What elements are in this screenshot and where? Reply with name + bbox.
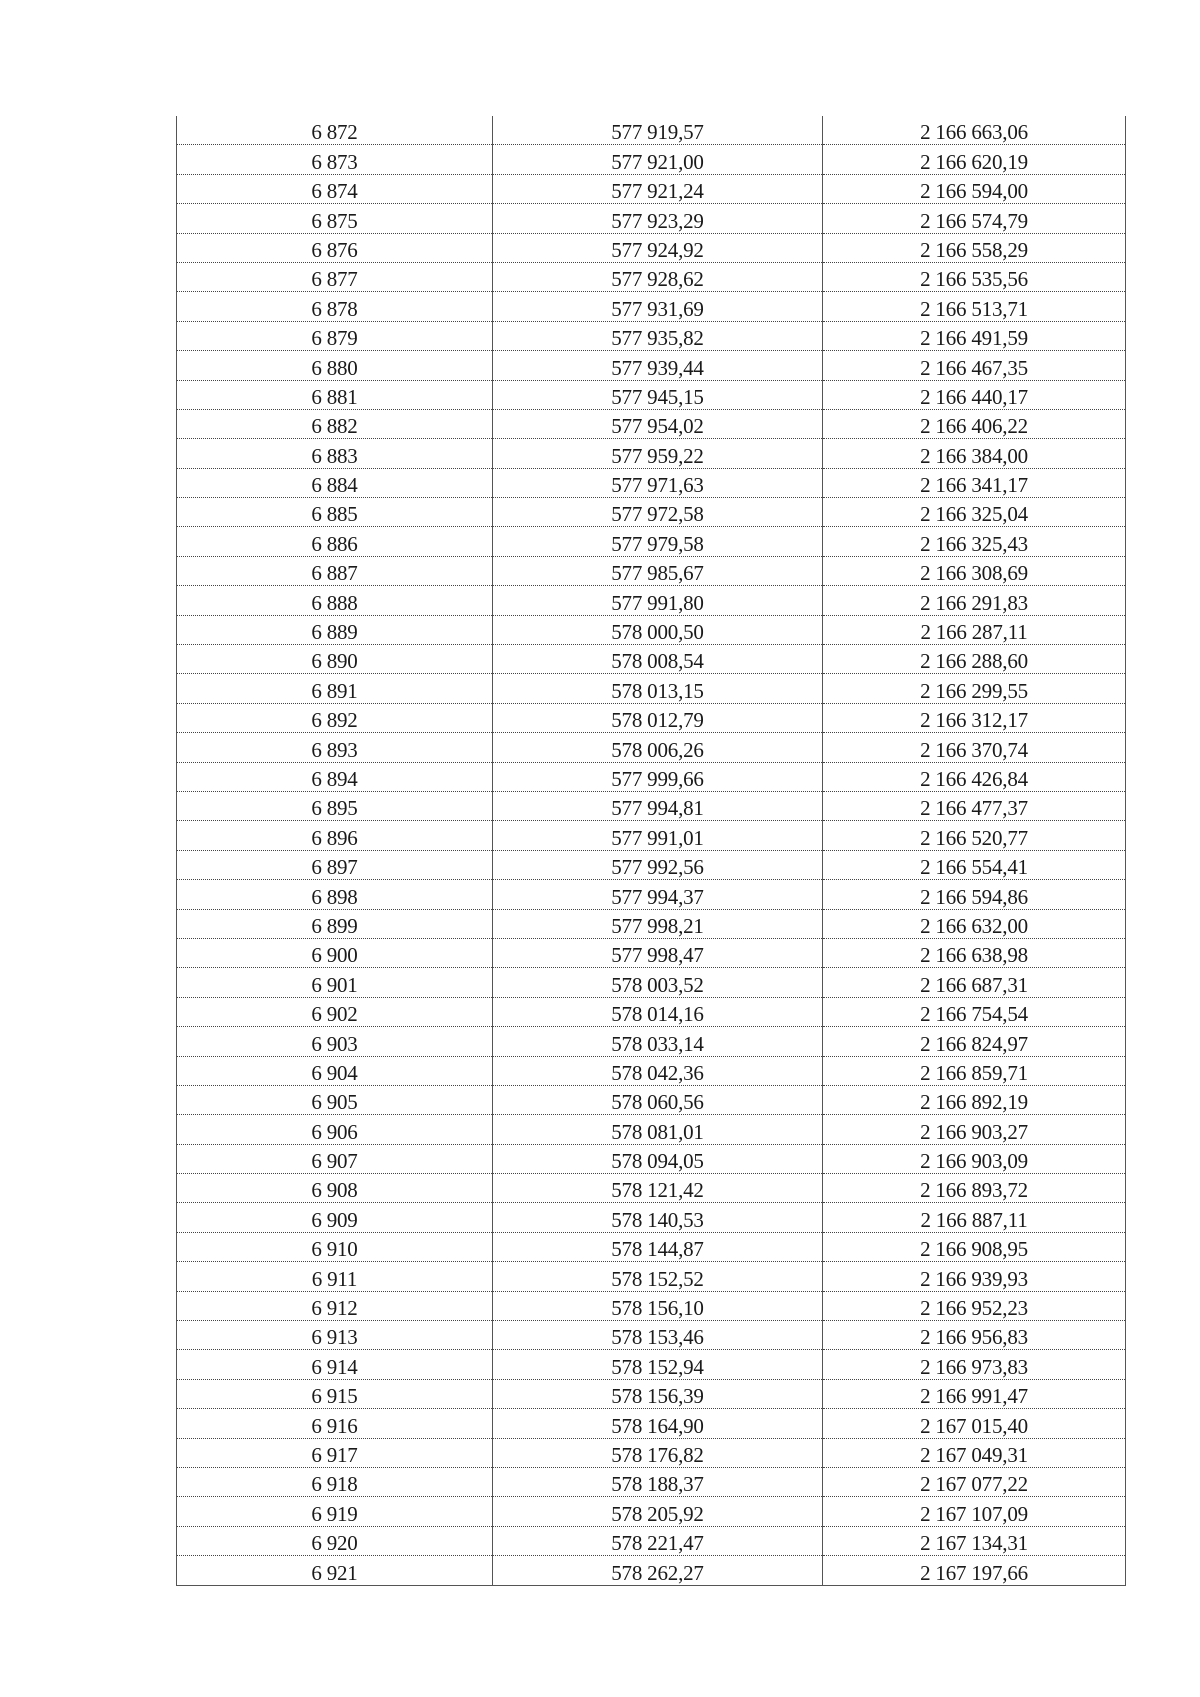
x-coordinate-cell: 578 153,46 bbox=[493, 1321, 823, 1350]
table-row bbox=[177, 1144, 1126, 1173]
point-number-cell: 6 918 bbox=[177, 1467, 493, 1496]
point-number-cell: 6 877 bbox=[177, 262, 493, 291]
table-row bbox=[177, 1438, 1126, 1467]
y-coordinate-cell: 2 166 973,83 bbox=[823, 1350, 1126, 1379]
table-row bbox=[177, 1174, 1126, 1203]
table-row bbox=[177, 880, 1126, 909]
x-coordinate-cell: 577 921,00 bbox=[493, 145, 823, 174]
y-coordinate-cell: 2 166 594,86 bbox=[823, 880, 1126, 909]
point-number-cell: 6 906 bbox=[177, 1115, 493, 1144]
x-coordinate-cell: 578 152,52 bbox=[493, 1262, 823, 1291]
point-number-cell: 6 893 bbox=[177, 733, 493, 762]
x-coordinate-cell: 577 991,80 bbox=[493, 586, 823, 615]
table-row bbox=[177, 1115, 1126, 1144]
y-coordinate-cell: 2 166 903,09 bbox=[823, 1144, 1126, 1173]
table-row bbox=[177, 380, 1126, 409]
point-number-cell: 6 904 bbox=[177, 1056, 493, 1085]
y-coordinate-cell: 2 166 325,04 bbox=[823, 498, 1126, 527]
y-coordinate-cell: 2 166 477,37 bbox=[823, 791, 1126, 820]
y-coordinate-cell: 2 166 299,55 bbox=[823, 674, 1126, 703]
point-number-cell: 6 902 bbox=[177, 997, 493, 1026]
table-row bbox=[177, 498, 1126, 527]
y-coordinate-cell: 2 167 049,31 bbox=[823, 1438, 1126, 1467]
point-number-cell: 6 878 bbox=[177, 292, 493, 321]
x-coordinate-cell: 577 935,82 bbox=[493, 321, 823, 350]
x-coordinate-cell: 577 972,58 bbox=[493, 498, 823, 527]
y-coordinate-cell: 2 166 687,31 bbox=[823, 968, 1126, 997]
y-coordinate-cell: 2 166 341,17 bbox=[823, 468, 1126, 497]
y-coordinate-cell: 2 166 520,77 bbox=[823, 821, 1126, 850]
x-coordinate-cell: 577 919,57 bbox=[493, 116, 823, 145]
y-coordinate-cell: 2 166 956,83 bbox=[823, 1321, 1126, 1350]
point-number-cell: 6 917 bbox=[177, 1438, 493, 1467]
point-number-cell: 6 911 bbox=[177, 1262, 493, 1291]
table-row bbox=[177, 116, 1126, 145]
x-coordinate-cell: 577 979,58 bbox=[493, 527, 823, 556]
table-row bbox=[177, 409, 1126, 438]
x-coordinate-cell: 577 999,66 bbox=[493, 762, 823, 791]
y-coordinate-cell: 2 166 426,84 bbox=[823, 762, 1126, 791]
x-coordinate-cell: 577 985,67 bbox=[493, 556, 823, 585]
point-number-cell: 6 914 bbox=[177, 1350, 493, 1379]
x-coordinate-cell: 578 152,94 bbox=[493, 1350, 823, 1379]
y-coordinate-cell: 2 166 638,98 bbox=[823, 938, 1126, 967]
y-coordinate-cell: 2 167 107,09 bbox=[823, 1497, 1126, 1526]
point-number-cell: 6 896 bbox=[177, 821, 493, 850]
x-coordinate-cell: 577 994,37 bbox=[493, 880, 823, 909]
table-row bbox=[177, 204, 1126, 233]
point-number-cell: 6 876 bbox=[177, 233, 493, 262]
y-coordinate-cell: 2 166 384,00 bbox=[823, 439, 1126, 468]
y-coordinate-cell: 2 166 893,72 bbox=[823, 1174, 1126, 1203]
point-number-cell: 6 909 bbox=[177, 1203, 493, 1232]
point-number-cell: 6 919 bbox=[177, 1497, 493, 1526]
table-row bbox=[177, 1409, 1126, 1438]
coordinates-table bbox=[176, 116, 1126, 1586]
table-row bbox=[177, 233, 1126, 262]
table-row bbox=[177, 762, 1126, 791]
table-row bbox=[177, 292, 1126, 321]
x-coordinate-cell: 578 188,37 bbox=[493, 1467, 823, 1496]
x-coordinate-cell: 577 931,69 bbox=[493, 292, 823, 321]
table-row bbox=[177, 439, 1126, 468]
x-coordinate-cell: 577 959,22 bbox=[493, 439, 823, 468]
table-row bbox=[177, 1027, 1126, 1056]
x-coordinate-cell: 578 060,56 bbox=[493, 1085, 823, 1114]
y-coordinate-cell: 2 166 308,69 bbox=[823, 556, 1126, 585]
x-coordinate-cell: 578 008,54 bbox=[493, 645, 823, 674]
y-coordinate-cell: 2 166 288,60 bbox=[823, 645, 1126, 674]
table-row bbox=[177, 556, 1126, 585]
table-row bbox=[177, 1467, 1126, 1496]
table-row bbox=[177, 791, 1126, 820]
y-coordinate-cell: 2 166 312,17 bbox=[823, 703, 1126, 732]
table-row bbox=[177, 1350, 1126, 1379]
table-row bbox=[177, 968, 1126, 997]
x-coordinate-cell: 578 033,14 bbox=[493, 1027, 823, 1056]
y-coordinate-cell: 2 166 287,11 bbox=[823, 615, 1126, 644]
point-number-cell: 6 903 bbox=[177, 1027, 493, 1056]
point-number-cell: 6 905 bbox=[177, 1085, 493, 1114]
x-coordinate-cell: 577 923,29 bbox=[493, 204, 823, 233]
table-row bbox=[177, 1497, 1126, 1526]
x-coordinate-cell: 578 205,92 bbox=[493, 1497, 823, 1526]
x-coordinate-cell: 578 006,26 bbox=[493, 733, 823, 762]
y-coordinate-cell: 2 166 370,74 bbox=[823, 733, 1126, 762]
y-coordinate-cell: 2 166 406,22 bbox=[823, 409, 1126, 438]
x-coordinate-cell: 577 998,21 bbox=[493, 909, 823, 938]
x-coordinate-cell: 577 928,62 bbox=[493, 262, 823, 291]
table-row bbox=[177, 1379, 1126, 1408]
x-coordinate-cell: 578 221,47 bbox=[493, 1526, 823, 1555]
table-row bbox=[177, 351, 1126, 380]
y-coordinate-cell: 2 166 663,06 bbox=[823, 116, 1126, 145]
table-row bbox=[177, 850, 1126, 879]
table-row bbox=[177, 703, 1126, 732]
point-number-cell: 6 892 bbox=[177, 703, 493, 732]
point-number-cell: 6 900 bbox=[177, 938, 493, 967]
table-row bbox=[177, 674, 1126, 703]
table-row bbox=[177, 615, 1126, 644]
table-row bbox=[177, 1085, 1126, 1114]
x-coordinate-cell: 578 140,53 bbox=[493, 1203, 823, 1232]
table-row bbox=[177, 1232, 1126, 1261]
y-coordinate-cell: 2 166 632,00 bbox=[823, 909, 1126, 938]
point-number-cell: 6 883 bbox=[177, 439, 493, 468]
x-coordinate-cell: 577 998,47 bbox=[493, 938, 823, 967]
y-coordinate-cell: 2 166 467,35 bbox=[823, 351, 1126, 380]
table-row bbox=[177, 468, 1126, 497]
y-coordinate-cell: 2 166 754,54 bbox=[823, 997, 1126, 1026]
y-coordinate-cell: 2 166 594,00 bbox=[823, 174, 1126, 203]
x-coordinate-cell: 577 991,01 bbox=[493, 821, 823, 850]
table-row bbox=[177, 821, 1126, 850]
point-number-cell: 6 907 bbox=[177, 1144, 493, 1173]
point-number-cell: 6 885 bbox=[177, 498, 493, 527]
point-number-cell: 6 872 bbox=[177, 116, 493, 145]
point-number-cell: 6 875 bbox=[177, 204, 493, 233]
table-row bbox=[177, 1321, 1126, 1350]
point-number-cell: 6 873 bbox=[177, 145, 493, 174]
point-number-cell: 6 912 bbox=[177, 1291, 493, 1320]
point-number-cell: 6 874 bbox=[177, 174, 493, 203]
x-coordinate-cell: 577 954,02 bbox=[493, 409, 823, 438]
table-row bbox=[177, 145, 1126, 174]
y-coordinate-cell: 2 166 620,19 bbox=[823, 145, 1126, 174]
x-coordinate-cell: 578 081,01 bbox=[493, 1115, 823, 1144]
point-number-cell: 6 890 bbox=[177, 645, 493, 674]
point-number-cell: 6 887 bbox=[177, 556, 493, 585]
point-number-cell: 6 915 bbox=[177, 1379, 493, 1408]
y-coordinate-cell: 2 166 558,29 bbox=[823, 233, 1126, 262]
y-coordinate-cell: 2 166 859,71 bbox=[823, 1056, 1126, 1085]
y-coordinate-cell: 2 167 015,40 bbox=[823, 1409, 1126, 1438]
y-coordinate-cell: 2 167 197,66 bbox=[823, 1556, 1126, 1585]
point-number-cell: 6 910 bbox=[177, 1232, 493, 1261]
table-row bbox=[177, 909, 1126, 938]
table-row bbox=[177, 586, 1126, 615]
point-number-cell: 6 894 bbox=[177, 762, 493, 791]
x-coordinate-cell: 577 992,56 bbox=[493, 850, 823, 879]
coordinates-table-body bbox=[177, 116, 1126, 1585]
y-coordinate-cell: 2 166 291,83 bbox=[823, 586, 1126, 615]
x-coordinate-cell: 578 000,50 bbox=[493, 615, 823, 644]
point-number-cell: 6 899 bbox=[177, 909, 493, 938]
table-row bbox=[177, 262, 1126, 291]
table-row bbox=[177, 321, 1126, 350]
point-number-cell: 6 889 bbox=[177, 615, 493, 644]
x-coordinate-cell: 577 939,44 bbox=[493, 351, 823, 380]
table-row bbox=[177, 1262, 1126, 1291]
x-coordinate-cell: 578 121,42 bbox=[493, 1174, 823, 1203]
x-coordinate-cell: 578 014,16 bbox=[493, 997, 823, 1026]
x-coordinate-cell: 578 013,15 bbox=[493, 674, 823, 703]
y-coordinate-cell: 2 166 325,43 bbox=[823, 527, 1126, 556]
table-row bbox=[177, 938, 1126, 967]
point-number-cell: 6 895 bbox=[177, 791, 493, 820]
x-coordinate-cell: 578 262,27 bbox=[493, 1556, 823, 1585]
y-coordinate-cell: 2 166 908,95 bbox=[823, 1232, 1126, 1261]
point-number-cell: 6 898 bbox=[177, 880, 493, 909]
y-coordinate-cell: 2 166 824,97 bbox=[823, 1027, 1126, 1056]
x-coordinate-cell: 577 921,24 bbox=[493, 174, 823, 203]
x-coordinate-cell: 578 156,10 bbox=[493, 1291, 823, 1320]
y-coordinate-cell: 2 166 887,11 bbox=[823, 1203, 1126, 1232]
x-coordinate-cell: 577 924,92 bbox=[493, 233, 823, 262]
y-coordinate-cell: 2 166 440,17 bbox=[823, 380, 1126, 409]
table-row bbox=[177, 527, 1126, 556]
x-coordinate-cell: 578 003,52 bbox=[493, 968, 823, 997]
point-number-cell: 6 891 bbox=[177, 674, 493, 703]
x-coordinate-cell: 577 945,15 bbox=[493, 380, 823, 409]
point-number-cell: 6 913 bbox=[177, 1321, 493, 1350]
table-row bbox=[177, 1526, 1126, 1555]
point-number-cell: 6 916 bbox=[177, 1409, 493, 1438]
table-row bbox=[177, 1556, 1126, 1585]
table-row bbox=[177, 174, 1126, 203]
point-number-cell: 6 921 bbox=[177, 1556, 493, 1585]
x-coordinate-cell: 578 156,39 bbox=[493, 1379, 823, 1408]
point-number-cell: 6 888 bbox=[177, 586, 493, 615]
x-coordinate-cell: 578 012,79 bbox=[493, 703, 823, 732]
table-row bbox=[177, 997, 1126, 1026]
x-coordinate-cell: 578 094,05 bbox=[493, 1144, 823, 1173]
y-coordinate-cell: 2 167 134,31 bbox=[823, 1526, 1126, 1555]
point-number-cell: 6 880 bbox=[177, 351, 493, 380]
point-number-cell: 6 908 bbox=[177, 1174, 493, 1203]
point-number-cell: 6 882 bbox=[177, 409, 493, 438]
x-coordinate-cell: 578 176,82 bbox=[493, 1438, 823, 1467]
y-coordinate-cell: 2 166 554,41 bbox=[823, 850, 1126, 879]
y-coordinate-cell: 2 166 535,56 bbox=[823, 262, 1126, 291]
y-coordinate-cell: 2 166 903,27 bbox=[823, 1115, 1126, 1144]
point-number-cell: 6 886 bbox=[177, 527, 493, 556]
point-number-cell: 6 884 bbox=[177, 468, 493, 497]
y-coordinate-cell: 2 166 574,79 bbox=[823, 204, 1126, 233]
x-coordinate-cell: 577 971,63 bbox=[493, 468, 823, 497]
x-coordinate-cell: 578 144,87 bbox=[493, 1232, 823, 1261]
table-row bbox=[177, 1291, 1126, 1320]
point-number-cell: 6 897 bbox=[177, 850, 493, 879]
y-coordinate-cell: 2 166 952,23 bbox=[823, 1291, 1126, 1320]
y-coordinate-cell: 2 166 991,47 bbox=[823, 1379, 1126, 1408]
x-coordinate-cell: 578 042,36 bbox=[493, 1056, 823, 1085]
point-number-cell: 6 901 bbox=[177, 968, 493, 997]
x-coordinate-cell: 578 164,90 bbox=[493, 1409, 823, 1438]
table-row bbox=[177, 733, 1126, 762]
table-row bbox=[177, 1203, 1126, 1232]
y-coordinate-cell: 2 166 939,93 bbox=[823, 1262, 1126, 1291]
y-coordinate-cell: 2 166 892,19 bbox=[823, 1085, 1126, 1114]
point-number-cell: 6 881 bbox=[177, 380, 493, 409]
x-coordinate-cell: 577 994,81 bbox=[493, 791, 823, 820]
table-row bbox=[177, 1056, 1126, 1085]
y-coordinate-cell: 2 166 513,71 bbox=[823, 292, 1126, 321]
table-row bbox=[177, 645, 1126, 674]
y-coordinate-cell: 2 166 491,59 bbox=[823, 321, 1126, 350]
y-coordinate-cell: 2 167 077,22 bbox=[823, 1467, 1126, 1496]
point-number-cell: 6 879 bbox=[177, 321, 493, 350]
point-number-cell: 6 920 bbox=[177, 1526, 493, 1555]
